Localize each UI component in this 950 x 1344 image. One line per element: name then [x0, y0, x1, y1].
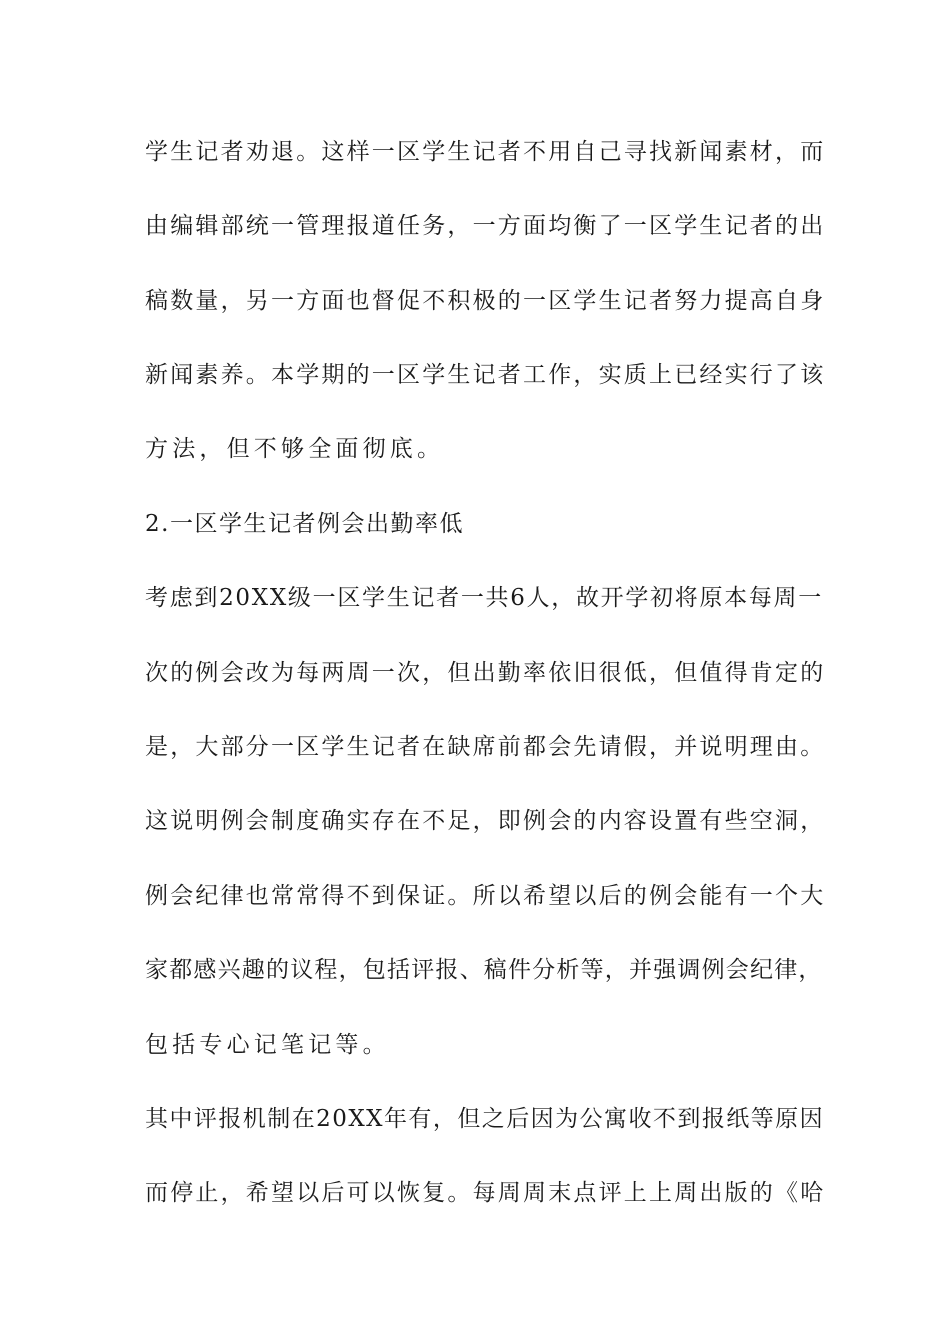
text-line: 学生记者劝退。这样一区学生记者不用自己寻找新闻素材，而 [145, 139, 826, 165]
text-line: 稿数量，另一方面也督促不积极的一区学生记者努力提高自身 [145, 288, 826, 314]
text-line: 家都感兴趣的议程，包括评报、稿件分析等，并强调例会纪律， [145, 957, 823, 983]
text-line: 例会纪律也常常得不到保证。所以希望以后的例会能有一个大 [145, 883, 826, 909]
text-line: 而停止，希望以后可以恢复。每周周末点评上上周出版的《哈 [145, 1180, 826, 1206]
text-line: 次的例会改为每两周一次，但出勤率依旧很低，但值得肯定的 [145, 660, 826, 686]
text-line: 其中评报机制在20XX年有，但之后因为公寓收不到报纸等原因 [145, 1106, 825, 1132]
text-line: 方法，但不够全面彻底。 [145, 436, 445, 462]
text-line: 由编辑部统一管理报道任务，一方面均衡了一区学生记者的出 [145, 213, 826, 239]
text-line: 考虑到20XX级一区学生记者一共6人，故开学初将原本每周一 [145, 585, 823, 611]
text-line: 这说明例会制度确实存在不足，即例会的内容设置有些空洞， [145, 808, 826, 834]
text-line: 新闻素养。本学期的一区学生记者工作，实质上已经实行了该 [145, 362, 826, 388]
text-line: 包括专心记笔记等。 [145, 1032, 390, 1058]
text-line: 是，大部分一区学生记者在缺席前都会先请假，并说明理由。 [145, 734, 826, 760]
section-heading: 2.一区学生记者例会出勤率低 [145, 511, 464, 537]
